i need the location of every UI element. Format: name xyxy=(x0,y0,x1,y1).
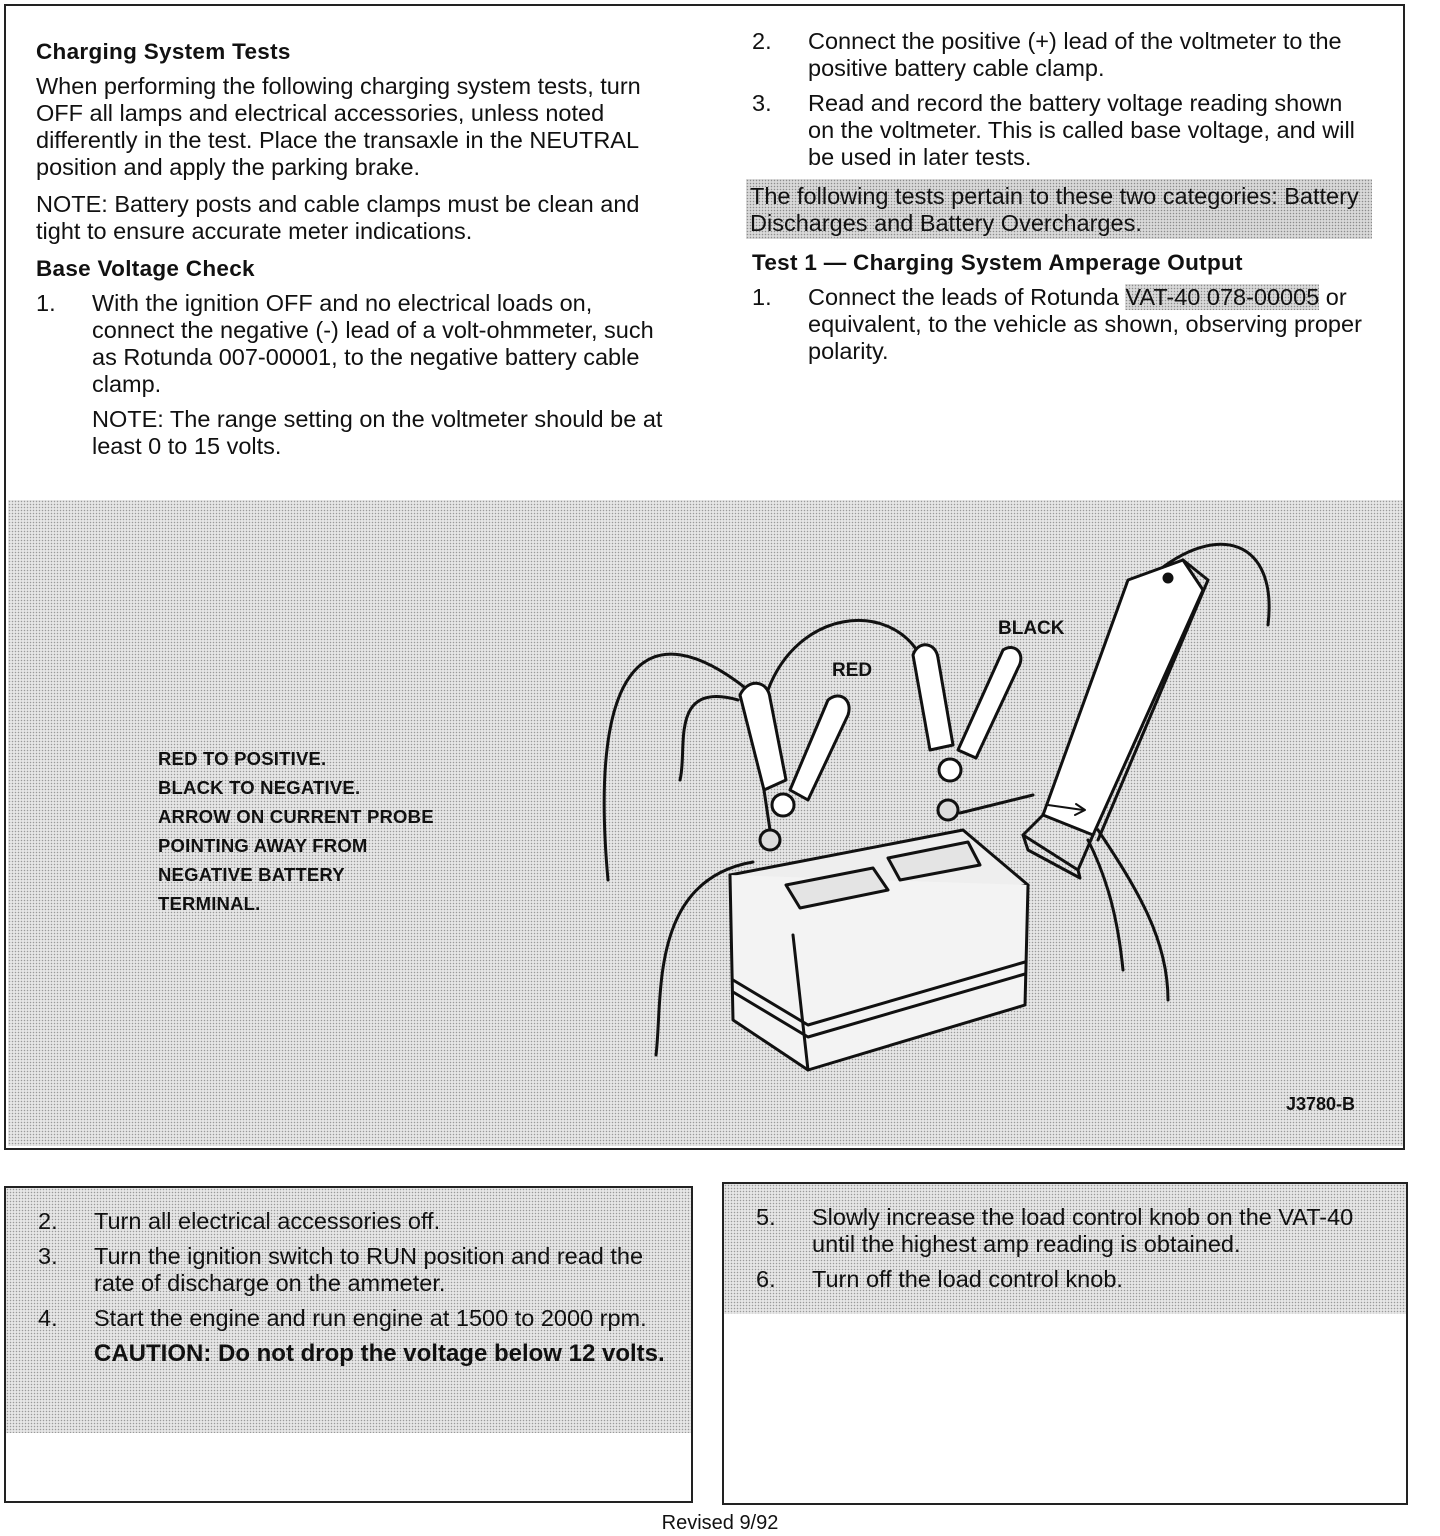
revision-footer: Revised 9/92 xyxy=(661,1512,779,1534)
steps-box-right-shaded xyxy=(724,1184,1406,1314)
step-number: 4. xyxy=(38,1305,58,1331)
step-text: Turn off the load control knob. xyxy=(812,1266,1123,1292)
step-1 xyxy=(36,290,666,398)
left-column xyxy=(36,28,666,460)
step-number: 1. xyxy=(36,290,56,316)
label-black: BLACK xyxy=(998,618,1065,639)
step-number: 1. xyxy=(752,284,772,310)
intro-paragraph: When performing the following charging system tests, turn OFF all lamps and electrical accessories, unless noted differently in the test. Place the transaxle in the NEUTRAL position and apply the parking brake. xyxy=(36,73,641,180)
step-text: Connect the positive (+) lead of the voltmeter to the positive battery cable clamp. xyxy=(808,28,1342,81)
step-5 xyxy=(756,1204,1396,1258)
steps-box-right xyxy=(722,1182,1408,1505)
step-number: 6. xyxy=(756,1266,776,1292)
step-text-post: or equivalent, to the vehicle as shown, observing proper polarity. xyxy=(808,284,1362,364)
step-2 xyxy=(752,28,1372,82)
caption-line: TERMINAL. xyxy=(158,893,261,914)
black-clamp-icon xyxy=(913,645,1021,781)
step-text xyxy=(808,284,1372,365)
step-text-pre: Connect the leads of Rotunda xyxy=(808,284,1126,310)
step-1-note: NOTE: The range setting on the voltmeter should be at least 0 to 15 volts. xyxy=(92,406,663,459)
step-4 xyxy=(38,1305,681,1332)
steps-box-left xyxy=(4,1186,693,1503)
battery-icon xyxy=(730,795,1033,1070)
right-column xyxy=(752,28,1372,373)
section-title: Charging System Tests xyxy=(36,39,291,64)
caution-note: CAUTION: Do not drop the voltage below 12 volts. xyxy=(94,1340,665,1367)
test-1-heading: Test 1 — Charging System Amperage Output xyxy=(752,250,1243,275)
step-6 xyxy=(756,1266,1396,1293)
step-text: Read and record the battery voltage reading shown on the voltmeter. This is called base voltage, and will be used in later tests. xyxy=(808,90,1355,170)
label-red: RED xyxy=(832,660,873,681)
step-number: 3. xyxy=(38,1243,58,1269)
step-number: 3. xyxy=(752,90,772,116)
step-text: Turn the ignition switch to RUN position and read the rate of discharge on the ammeter. xyxy=(94,1243,644,1296)
step-2 xyxy=(38,1208,681,1235)
test-step-1 xyxy=(752,284,1372,365)
caption-line: NEGATIVE BATTERY xyxy=(158,864,345,885)
part-number: VAT-40 078-00005 xyxy=(1125,284,1320,310)
red-clamp-icon xyxy=(740,683,849,830)
step-number: 2. xyxy=(752,28,772,54)
step-number: 5. xyxy=(756,1204,776,1230)
step-text: Slowly increase the load control knob on the VAT-40 until the highest amp reading is obtained. xyxy=(812,1204,1354,1257)
caption-line: ARROW ON CURRENT PROBE xyxy=(158,806,434,827)
steps-box-left-shaded xyxy=(6,1188,691,1433)
step-3 xyxy=(752,90,1372,171)
caption-line: RED TO POSITIVE. xyxy=(158,748,327,769)
step-text: Turn all electrical accessories off. xyxy=(94,1208,441,1234)
current-probe-icon xyxy=(1023,560,1208,878)
caption-line: BLACK TO NEGATIVE. xyxy=(158,777,361,798)
figure-id: J3780-B xyxy=(1286,1094,1356,1114)
base-voltage-heading: Base Voltage Check xyxy=(36,256,255,281)
step-number: 2. xyxy=(38,1208,58,1234)
step-3 xyxy=(38,1243,681,1297)
shaded-note: The following tests pertain to these two categories: Battery Discharges and Battery Overcharges. xyxy=(746,179,1372,239)
step-text: Start the engine and run engine at 1500 to 2000 rpm. xyxy=(94,1305,647,1331)
caption-line: POINTING AWAY FROM xyxy=(158,835,368,856)
figure-caption xyxy=(158,744,434,918)
step-text: With the ignition OFF and no electrical loads on, connect the negative (-) lead of a volt-ohmmeter, such as Rotunda 007-00001, to the negative battery cable clamp. xyxy=(92,290,654,397)
note-paragraph: NOTE: Battery posts and cable clamps must be clean and tight to ensure accurate meter indications. xyxy=(36,191,640,244)
